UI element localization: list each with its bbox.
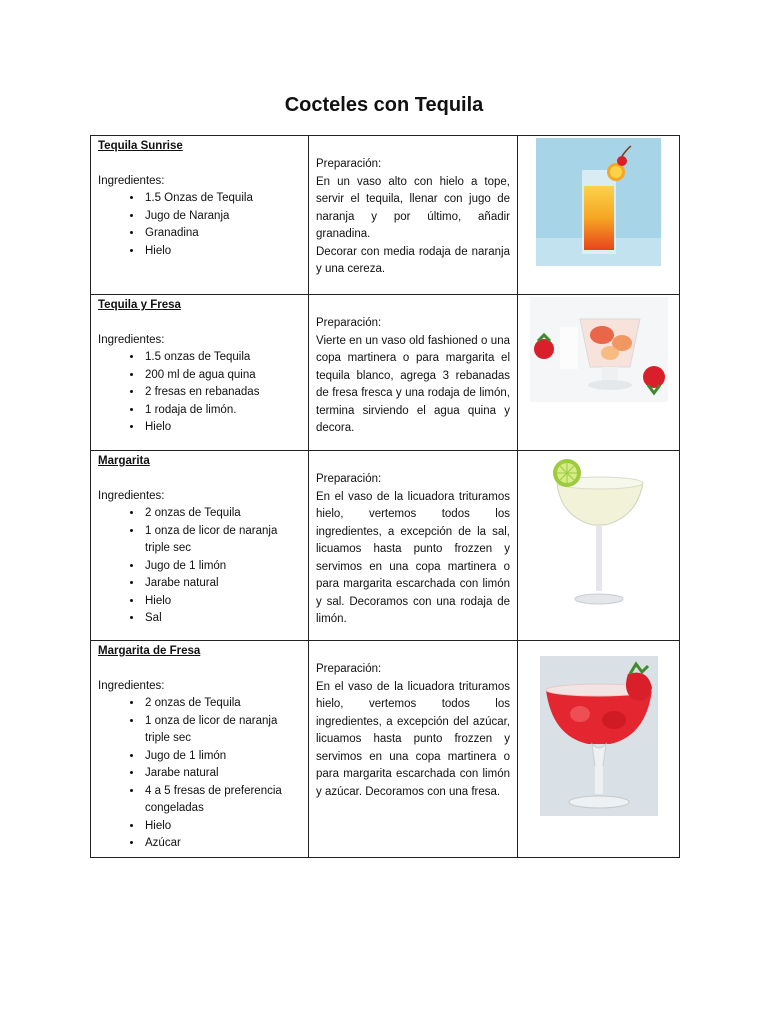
preparation-text: Vierte en un vaso old fashioned o una copa martinera o para margarita el tequila blanco, agrega 3 rebanadas de fresa fresca y una rodaja de limón, termina sirviendo el agua quina y decora. [316, 334, 510, 434]
ingredients-label: Ingredientes: [98, 174, 165, 187]
list-item: • Hielo [143, 419, 301, 437]
preparation-cell [309, 136, 518, 295]
list-item: • Jugo de 1 limón [143, 558, 301, 576]
recipes-table [90, 135, 680, 858]
recipe-name: Margarita de Fresa [98, 645, 201, 657]
list-item: • 1.5 Onzas de Tequila [143, 190, 301, 208]
tequila-sunrise-image [536, 138, 661, 266]
list-item: • Sal [143, 610, 301, 628]
preparation-text-2: Decorar con media rodaja de naranja y una cereza. [316, 245, 510, 275]
preparation-cell [309, 641, 518, 858]
preparation-cell [309, 295, 518, 451]
recipe-row [91, 295, 680, 451]
ingredients-cell [91, 295, 309, 451]
image-cell [518, 641, 680, 858]
preparation-label: Preparación: [316, 158, 382, 170]
recipe-row [91, 451, 680, 641]
recipe-row [91, 641, 680, 858]
ingredients-list [98, 349, 301, 437]
image-cell [518, 451, 680, 641]
image-cell [518, 295, 680, 451]
ingredients-list [98, 695, 301, 853]
list-item: • 2 onzas de Tequila [143, 505, 301, 523]
list-item: • Hielo [143, 593, 301, 611]
preparation-label: Preparación: [316, 473, 382, 485]
ingredients-cell [91, 136, 309, 295]
list-item: • Jarabe natural [143, 575, 301, 593]
preparation-text: En un vaso alto con hielo a tope, servir el tequila, llenar con jugo de naranja y por último, añadir granadina. [316, 175, 510, 240]
list-item: • 2 fresas en rebanadas [143, 384, 301, 402]
list-item: • Jugo de Naranja [143, 208, 301, 226]
page-title: Cocteles con Tequila [284, 94, 484, 116]
list-item: • 1 onza de licor de naranja triple sec [143, 713, 301, 748]
list-item: • 1 rodaja de limón. [143, 402, 301, 420]
preparation-label: Preparación: [316, 317, 382, 329]
ingredients-label: Ingredientes: [98, 333, 165, 346]
ingredients-cell [91, 641, 309, 858]
recipe-name: Tequila y Fresa [98, 299, 181, 311]
list-item: • 1 onza de licor de naranja triple sec [143, 523, 301, 558]
recipe-row [91, 136, 680, 295]
ingredients-list [98, 190, 301, 260]
image-cell [518, 136, 680, 295]
list-item: • 1.5 onzas de Tequila [143, 349, 301, 367]
list-item: • Hielo [143, 818, 301, 836]
ingredients-label: Ingredientes: [98, 679, 165, 692]
list-item: • Azúcar [143, 835, 301, 853]
list-item: • Jarabe natural [143, 765, 301, 783]
preparation-cell [309, 451, 518, 641]
preparation-label: Preparación: [316, 663, 382, 675]
recipe-name: Tequila Sunrise [98, 140, 183, 152]
preparation-text: En el vaso de la licuadora trituramos hielo, vertemos todos los ingredientes, a excepción de la sal, licuamos hasta punto frozzen y servimos en una copa martinera o para margarita escarchada con limón y sal. Decoramos con una rodaja de limón. [316, 490, 510, 625]
tequila-fresa-image [530, 297, 668, 402]
margarita-image [549, 453, 649, 613]
list-item: • 4 a 5 fresas de preferencia congeladas [143, 783, 301, 818]
ingredients-list [98, 505, 301, 628]
ingredients-label: Ingredientes: [98, 489, 165, 502]
preparation-text: En el vaso de la licuadora trituramos hielo, vertemos todos los ingredientes, a excepción del azúcar, licuamos hasta punto frozzen y servimos en una copa martinera o para margarita escarchada con limón y azúcar. Decoramos con una fresa. [316, 680, 510, 798]
list-item: • Hielo [143, 243, 301, 261]
list-item: • 2 onzas de Tequila [143, 695, 301, 713]
margarita-fresa-image [540, 656, 658, 816]
list-item: • 200 ml de agua quina [143, 367, 301, 385]
recipe-name: Margarita [98, 455, 150, 467]
list-item: • Granadina [143, 225, 301, 243]
list-item: • Jugo de 1 limón [143, 748, 301, 766]
ingredients-cell [91, 451, 309, 641]
